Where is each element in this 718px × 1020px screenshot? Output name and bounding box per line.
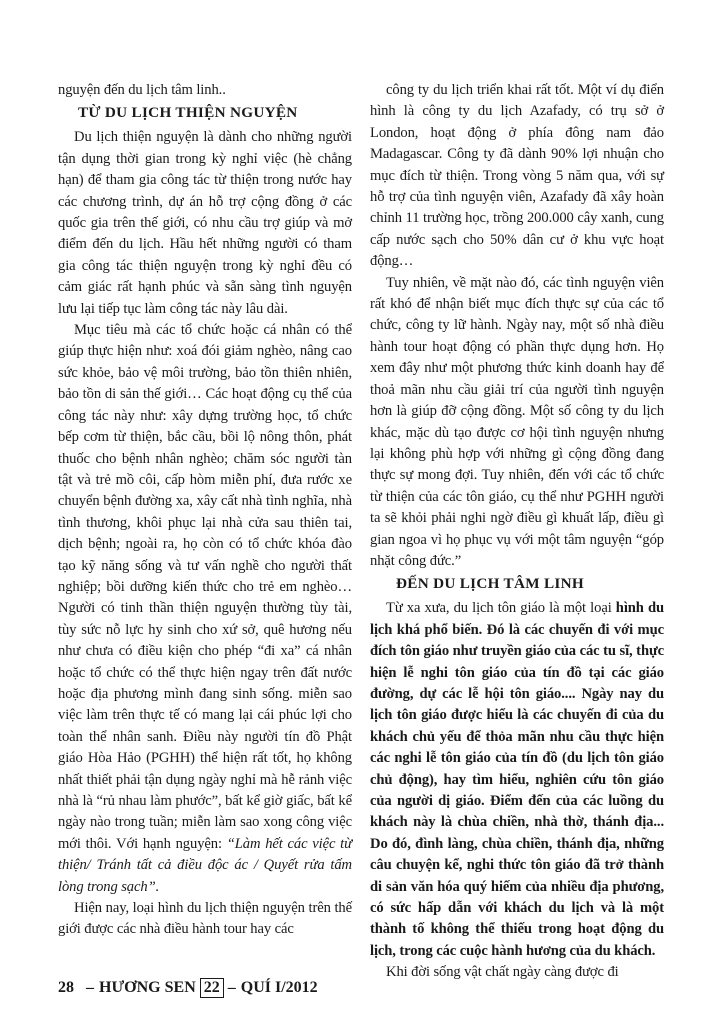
footer-dash: –	[227, 979, 236, 996]
section-heading-thien-nguyen: TỪ DU LỊCH THIỆN NGUYỆN	[78, 104, 298, 122]
paragraph-text: Mục tiêu mà các tổ chức hoặc cá nhân có thể giúp thực hiện như: xoá đói giảm nghèo, nâng cao sức khỏe, bảo vệ môi trường, bảo tồn thiên nhiên, bảo tồn di sản thế giới… Các hoạt động cụ thể của công tác này như: xây dựng trường học, tổ chức bếp cơm từ thiện, bắc cầu, bồi lộ nông thôn, phát thuốc cho bệnh nhân nghèo; chăm sóc người tàn tật và trẻ mồ côi, cấp hòm miễn phí, đưa rước xe chuyển bệnh đường xa, xây cất nhà tình nghĩa, nhà tình thương, khôi phục lại nhà cửa sau thiên tai, dịch bệnh; ngoài ra, họ còn có tổ chức khóa đào tạo kỹ năng sống và tư vấn nghề cho người thất nghiệp; bồi dưỡng kiến thức cho trẻ em nghèo…Người có tinh thần thiện nguyện thường tùy tài, tùy sức nỗ lực hy sinh cho xứ sở, quê hương nếu như chưa có điều kiện cho phép “đi xa” cá nhân hoặc tổ chức có thể thực hiện ngay trên đất nước hoặc địa phương mình đang sinh sống. miễn sao việc làm trên thực tế có mang lại cái phúc lợi cho toàn thể nhân sanh. Điều này người tín đồ Phật giáo Hòa Hảo (PGHH) thể hiện rất tốt, họ không nhất thiết phải tận dụng ngày nghỉ mà hễ rảnh việc nhà là “rủ nhau làm phước”, bất kể giờ giấc, bất kể ngày nào trong tuần; miễn làm sao xong công việc mới thôi. Với hạnh nguyện:	[58, 322, 352, 852]
bold-text: hình du lịch khá phổ biến. Đó là các chuyến đi với mục đích tôn giáo như truyền giáo của các tu sĩ, thực hiện lễ nghi tôn giáo của tín đồ tại các giáo đường, dự các lễ hội tôn giáo.... Ngày nay du lịch tôn giáo được hiểu là các chuyến đi của du khách chủ yếu để thỏa mãn nhu cầu thực hiện các nghi lễ tôn giáo của tín đồ (du lịch tôn giáo chủ động), hay tìm hiểu, nghiên cứu tôn giáo của người dị giáo. Điểm đến của các luồng du khách này là chùa chiền, nhà thờ, thánh địa... Do đó, đình làng, chùa chiền, thánh địa, những câu chuyện kể, nghi thức tôn giáo đã trở thành di sản văn hóa quý hiếm của nhiều địa phương, có sức hấp dẫn với khách du lịch và là một thành tố không thể thiếu trong hoạt động du lịch, trong các cuộc hành hương của du khách.	[370, 600, 664, 959]
quote-text: “Làm hết các việc từ thiện/ Tránh tất cả điều độc ác / Quyết rửa tấm lòng trong sạch”.	[58, 835, 352, 895]
right-column	[370, 80, 664, 984]
left-column	[58, 80, 352, 941]
page-number: 28	[58, 979, 74, 996]
magazine-name: HƯƠNG SEN	[99, 979, 196, 996]
paragraph: Du lịch thiện nguyện là dành cho những người tận dụng thời gian trong kỳ nghỉ việc (hè chẳng hạn) để tham gia công tác từ thiện trong nước hay các chương trình, dự án hỗ trợ cộng đồng ở các quốc gia trên thế giới, có nhu cầu trợ giúp và mở điểm đến du lịch. Hầu hết những người có tham gia công tác thiện nguyện trong kỳ nghỉ đều có cảm giác rất hạnh phúc và sẵn sàng tình nguyện lưu lại tiếp tục làm công tác này lâu dài.	[58, 129, 352, 317]
footer-dash: –	[86, 979, 94, 996]
issue-period: QUÍ I/2012	[240, 979, 318, 996]
paragraph: Khi đời sống vật chất ngày càng được đi	[386, 964, 619, 981]
paragraph	[58, 320, 352, 898]
left-continuation-text: nguyện đến du lịch tâm linh..	[58, 82, 226, 98]
paragraph: Hiện nay, loại hình du lịch thiện nguyện trên thế giới được các nhà điều hành tour hay các	[58, 900, 352, 938]
paragraph-text: Từ xa xưa, du lịch tôn giáo là một loại	[386, 600, 616, 617]
section-heading-tam-linh: ĐẾN DU LỊCH TÂM LINH	[396, 575, 584, 593]
paragraph: công ty du lịch triển khai rất tốt. Một ví dụ điển hình là công ty du lịch Azafady, có trụ sở ở London, hoạt động ở phía đông nam đảo Madagascar. Công ty đã dành 90% lợi nhuận cho mục đích từ thiện. Trong vòng 5 năm qua, với sự hỗ trợ của tình nguyện viên, Azafady đã xây hoàn chỉnh 11 trường học, trồng 200.000 cây xanh, cung cấp nước sạch cho 50% dân cư ở khu vực hoạt động…	[370, 82, 664, 270]
issue-number-box: 22	[200, 978, 224, 998]
page-footer	[58, 978, 318, 998]
paragraph	[370, 598, 664, 962]
paragraph: Tuy nhiên, về mặt nào đó, các tình nguyện viên rất khó để nhận biết mục đích thực sự của các tổ chức, công ty lữ hành. Ngày nay, một số nhà điều hành tour hoạt động có phần thực dụng hơn. Họ xem đây như một phương thức kinh doanh hay để thoả mãn nhu cầu giải trí của người tình nguyện hơn là giúp đỡ cộng đồng. Một số công ty du lịch khác, mặc dù tạo được cơ hội tình nguyện nhưng lại không phù hợp với những gì cộng đồng đang thực sự mong đợi. Tuy nhiên, đến với các tổ chức từ thiện của các tôn giáo, cụ thể như PGHH người ta sẽ khỏi phải nghi ngờ điều gì khuất lấp, điều gì gian ngoa vì họ phục vụ với một tâm nguyện “góp nhặt công đức.”	[370, 274, 664, 569]
